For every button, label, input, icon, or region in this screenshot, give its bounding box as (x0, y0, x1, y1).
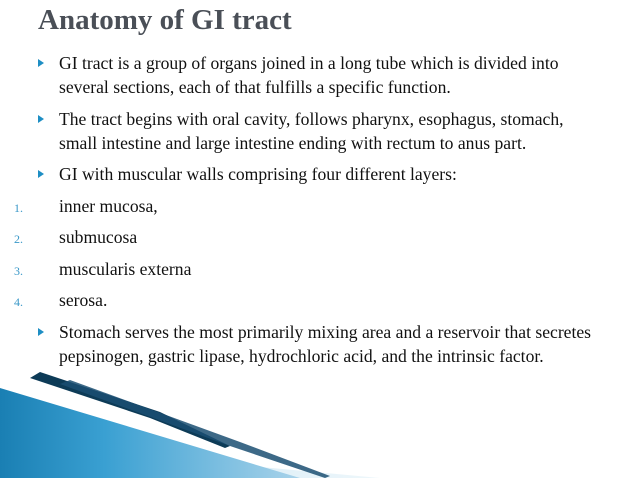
triangle-bullet-icon (38, 328, 44, 336)
numbered-item (0, 225, 638, 249)
list-number: 3. (14, 263, 23, 278)
numbered-text: serosa. (59, 290, 108, 310)
bullet-text: The tract begins with oral cavity, follows pharynx, esophagus, stomach, small intestine and large intestine ending with rectum to anus part. (59, 108, 564, 153)
triangle-bullet-icon (38, 170, 44, 178)
bullet-item (0, 51, 638, 99)
bullet-text: GI with muscular walls comprising four different layers: (59, 164, 457, 184)
bullet-item (0, 162, 638, 186)
blue-wedge (0, 388, 300, 478)
list-number: 2. (14, 232, 23, 246)
bullet-item (0, 320, 638, 368)
slide-content (0, 51, 638, 368)
numbered-text: submucosa (59, 227, 138, 247)
numbered-item (0, 194, 638, 218)
bottom-swoosh-decoration (0, 368, 638, 478)
numbered-text: inner mucosa, (59, 195, 158, 216)
list-number: 1. (14, 200, 23, 215)
list-number: 4. (14, 295, 23, 309)
bullet-item (0, 107, 638, 155)
slide-title: Anatomy of GI tract (38, 4, 292, 36)
triangle-bullet-icon (38, 115, 44, 123)
bullet-text: Stomach serves the most primarily mixing area and a reservoir that secretes pepsinogen, gastric lipase, hydrochloric acid, and the intrinsic factor. (59, 321, 592, 366)
numbered-item (0, 257, 638, 281)
bullet-text: GI tract is a group of organs joined in a long tube which is divided into several sections, each of that fulfills a specific function. (59, 53, 559, 97)
triangle-bullet-icon (38, 59, 44, 67)
numbered-text: muscularis externa (59, 258, 192, 279)
numbered-item (0, 288, 638, 312)
